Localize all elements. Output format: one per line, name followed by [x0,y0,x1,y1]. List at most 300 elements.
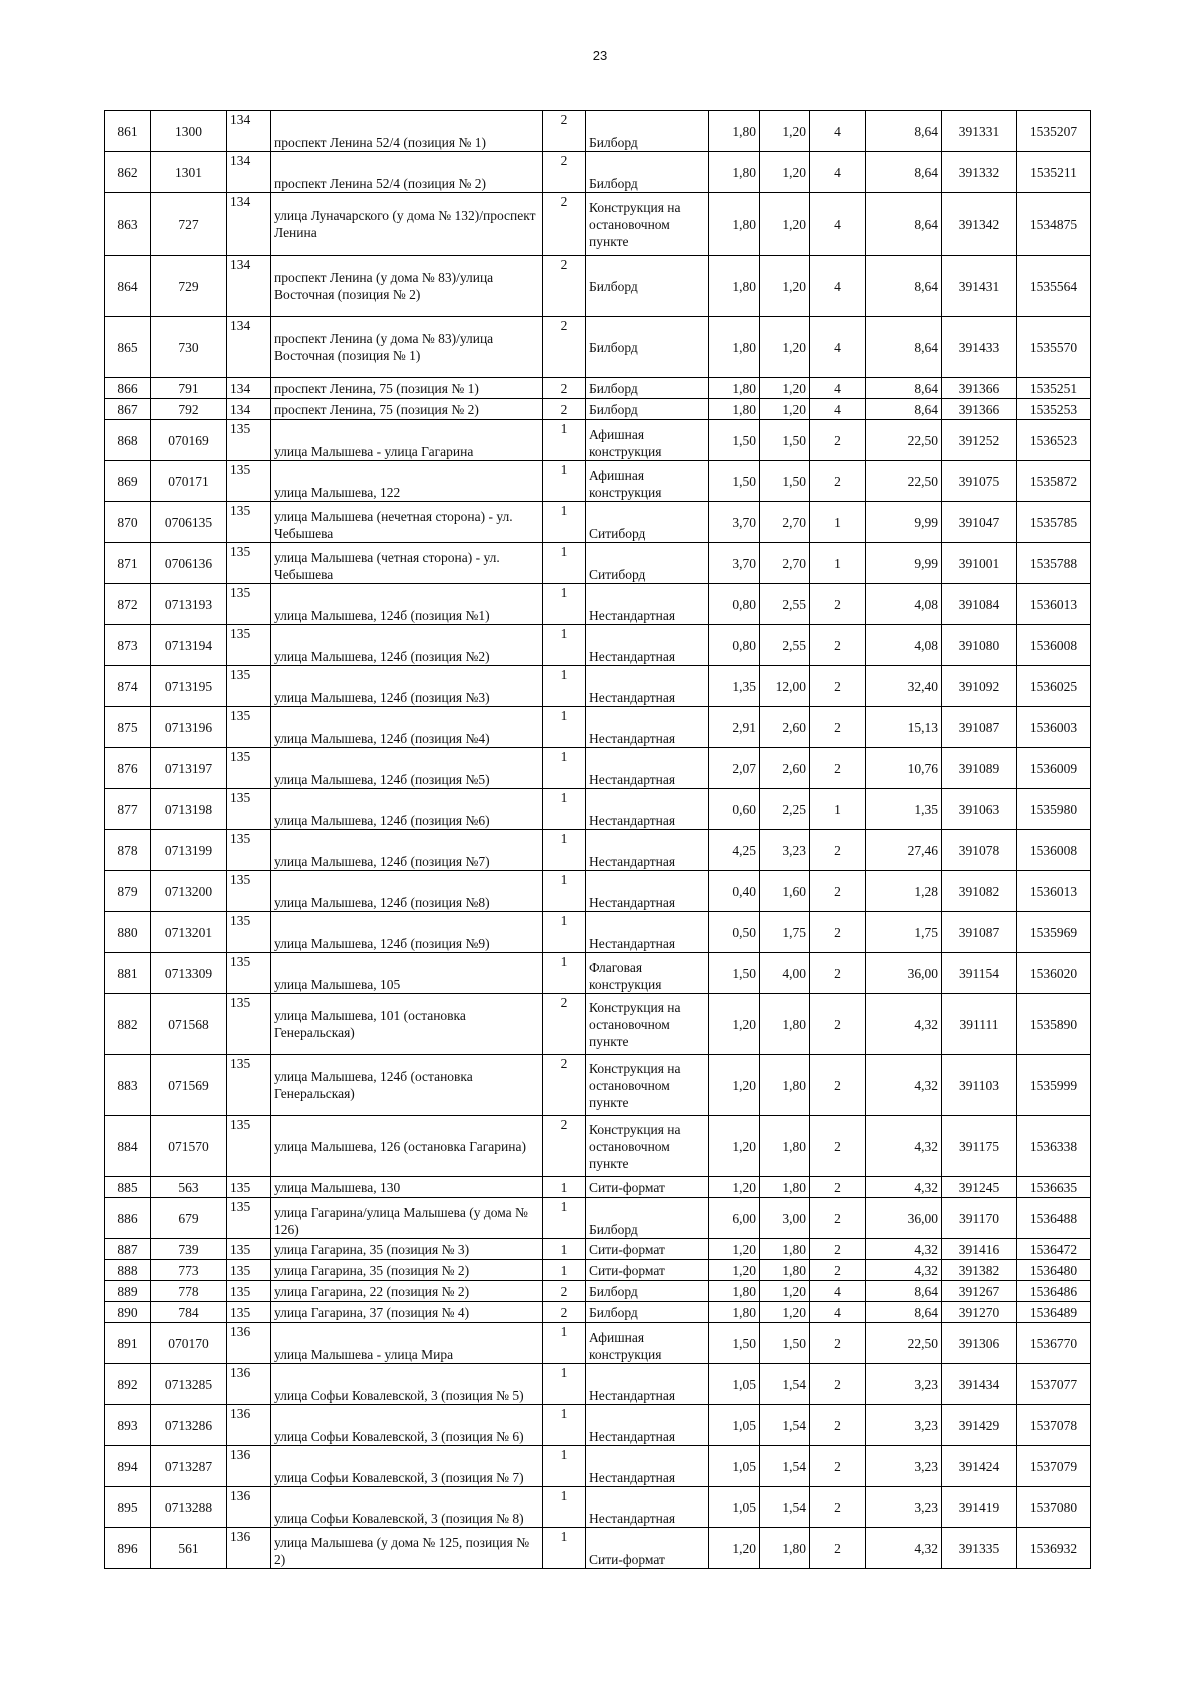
cell-code: 679 [151,1198,227,1239]
cell-width: 0,60 [709,789,760,830]
cell-width: 1,50 [709,953,760,994]
cell-width: 0,50 [709,912,760,953]
cell-sides: 2 [543,994,586,1055]
cell-x: 391089 [942,748,1017,789]
cell-address: улица Софьи Ковалевской, 3 (позиция № 7) [271,1446,543,1487]
cell-number: 873 [105,625,151,666]
cell-area: 3,23 [866,1364,942,1405]
cell-type: Нестандартная [586,871,709,912]
cell-width: 2,91 [709,707,760,748]
cell-sides: 1 [543,1260,586,1281]
cell-district: 135 [227,789,271,830]
cell-height: 2,25 [760,789,810,830]
cell-sides: 2 [543,378,586,399]
cell-height: 1,75 [760,912,810,953]
cell-number: 882 [105,994,151,1055]
cell-height: 1,20 [760,1302,810,1323]
cell-faces: 2 [810,1116,866,1177]
cell-district: 135 [227,1177,271,1198]
cell-faces: 1 [810,502,866,543]
cell-x: 391075 [942,461,1017,502]
cell-number: 887 [105,1239,151,1260]
cell-number: 883 [105,1055,151,1116]
table-row [105,461,1091,502]
cell-number: 868 [105,420,151,461]
cell-width: 3,70 [709,502,760,543]
cell-width: 1,20 [709,1239,760,1260]
cell-faces: 4 [810,111,866,152]
cell-height: 3,23 [760,830,810,871]
cell-sides: 2 [543,1302,586,1323]
cell-area: 3,23 [866,1446,942,1487]
cell-address: улица Малышева - улица Мира [271,1323,543,1364]
cell-code: 0706135 [151,502,227,543]
cell-type: Билборд [586,399,709,420]
cell-faces: 2 [810,707,866,748]
table-row [105,912,1091,953]
cell-address: улица Гагарина, 37 (позиция № 4) [271,1302,543,1323]
table-row [105,789,1091,830]
cell-sides: 2 [543,1281,586,1302]
cell-y: 1536020 [1017,953,1091,994]
cell-type: Афишная конструкция [586,1323,709,1364]
cell-faces: 2 [810,1239,866,1260]
cell-height: 3,00 [760,1198,810,1239]
cell-area: 8,64 [866,193,942,256]
table-row [105,1239,1091,1260]
cell-y: 1535980 [1017,789,1091,830]
cell-code: 730 [151,317,227,378]
cell-x: 391419 [942,1487,1017,1528]
cell-y: 1535890 [1017,994,1091,1055]
cell-area: 8,64 [866,399,942,420]
cell-type: Билборд [586,378,709,399]
cell-code: 778 [151,1281,227,1302]
cell-address: улица Гагарина/улица Малышева (у дома № 126) [271,1198,543,1239]
cell-code: 070170 [151,1323,227,1364]
cell-y: 1536489 [1017,1302,1091,1323]
cell-y: 1536523 [1017,420,1091,461]
cell-address: проспект Ленина, 75 (позиция № 1) [271,378,543,399]
cell-address: улица Малышева, 124б (позиция №5) [271,748,543,789]
cell-area: 8,64 [866,317,942,378]
cell-sides: 1 [543,1323,586,1364]
cell-faces: 2 [810,420,866,461]
cell-y: 1534875 [1017,193,1091,256]
cell-y: 1536338 [1017,1116,1091,1177]
cell-faces: 2 [810,1364,866,1405]
cell-number: 880 [105,912,151,953]
cell-district: 134 [227,399,271,420]
cell-number: 891 [105,1323,151,1364]
cell-width: 6,00 [709,1198,760,1239]
cell-type: Конструкция на остановочном пункте [586,193,709,256]
cell-x: 391245 [942,1177,1017,1198]
cell-code: 0713287 [151,1446,227,1487]
cell-y: 1536932 [1017,1528,1091,1569]
cell-faces: 2 [810,1528,866,1569]
cell-type: Сити-формат [586,1260,709,1281]
cell-area: 36,00 [866,953,942,994]
cell-district: 136 [227,1323,271,1364]
table-row [105,1198,1091,1239]
cell-address: улица Малышева (у дома № 125, позиция № 2) [271,1528,543,1569]
cell-district: 134 [227,152,271,193]
cell-x: 391331 [942,111,1017,152]
cell-height: 1,80 [760,1260,810,1281]
table-row [105,193,1091,256]
cell-type: Нестандартная [586,707,709,748]
cell-y: 1536486 [1017,1281,1091,1302]
cell-faces: 2 [810,1446,866,1487]
cell-y: 1536003 [1017,707,1091,748]
cell-width: 1,80 [709,378,760,399]
cell-height: 1,20 [760,256,810,317]
cell-width: 1,50 [709,1323,760,1364]
cell-sides: 2 [543,256,586,317]
cell-sides: 1 [543,543,586,584]
cell-number: 896 [105,1528,151,1569]
cell-area: 1,35 [866,789,942,830]
cell-number: 892 [105,1364,151,1405]
cell-area: 15,13 [866,707,942,748]
cell-height: 1,80 [760,1239,810,1260]
cell-code: 070169 [151,420,227,461]
cell-x: 391111 [942,994,1017,1055]
cell-code: 773 [151,1260,227,1281]
cell-x: 391382 [942,1260,1017,1281]
cell-width: 1,20 [709,1528,760,1569]
table-row [105,1177,1091,1198]
cell-type: Ситиборд [586,543,709,584]
cell-district: 136 [227,1364,271,1405]
cell-number: 877 [105,789,151,830]
cell-height: 1,20 [760,317,810,378]
cell-district: 135 [227,994,271,1055]
cell-faces: 2 [810,1055,866,1116]
cell-number: 878 [105,830,151,871]
table-row [105,378,1091,399]
cell-y: 1535788 [1017,543,1091,584]
cell-sides: 1 [543,912,586,953]
cell-sides: 1 [543,1198,586,1239]
cell-district: 135 [227,912,271,953]
cell-y: 1535872 [1017,461,1091,502]
cell-code: 0713195 [151,666,227,707]
cell-height: 1,20 [760,378,810,399]
cell-width: 1,80 [709,399,760,420]
cell-address: улица Малышева, 124б (позиция №1) [271,584,543,625]
cell-number: 879 [105,871,151,912]
page-number: 23 [592,48,608,63]
cell-address: проспект Ленина, 75 (позиция № 2) [271,399,543,420]
cell-type: Билборд [586,317,709,378]
cell-faces: 1 [810,789,866,830]
cell-height: 1,80 [760,994,810,1055]
cell-type: Ситиборд [586,502,709,543]
cell-number: 884 [105,1116,151,1177]
cell-area: 4,32 [866,1055,942,1116]
cell-code: 0713200 [151,871,227,912]
cell-number: 895 [105,1487,151,1528]
table-row [105,1281,1091,1302]
cell-address: улица Малышева, 124б (позиция №3) [271,666,543,707]
cell-x: 391431 [942,256,1017,317]
cell-faces: 2 [810,461,866,502]
cell-address: улица Малышева, 124б (позиция №4) [271,707,543,748]
cell-height: 12,00 [760,666,810,707]
cell-width: 1,35 [709,666,760,707]
cell-code: 0713309 [151,953,227,994]
cell-address: улица Софьи Ковалевской, 3 (позиция № 6) [271,1405,543,1446]
cell-y: 1535211 [1017,152,1091,193]
cell-area: 8,64 [866,1281,942,1302]
cell-type: Билборд [586,1281,709,1302]
cell-code: 561 [151,1528,227,1569]
cell-code: 0713194 [151,625,227,666]
table-row [105,1323,1091,1364]
cell-address: улица Малышева, 130 [271,1177,543,1198]
cell-area: 4,32 [866,994,942,1055]
table-row [105,584,1091,625]
cell-x: 391087 [942,912,1017,953]
table-row [105,830,1091,871]
cell-address: улица Малышева, 124б (позиция №8) [271,871,543,912]
cell-area: 4,08 [866,625,942,666]
table-row [105,1116,1091,1177]
cell-area: 32,40 [866,666,942,707]
cell-faces: 2 [810,666,866,707]
table-row [105,1055,1091,1116]
cell-number: 867 [105,399,151,420]
cell-code: 1300 [151,111,227,152]
cell-width: 1,80 [709,152,760,193]
cell-type: Билборд [586,1302,709,1323]
cell-width: 1,80 [709,1302,760,1323]
cell-district: 134 [227,111,271,152]
cell-type: Билборд [586,1198,709,1239]
cell-type: Конструкция на остановочном пункте [586,994,709,1055]
cell-area: 10,76 [866,748,942,789]
cell-address: улица Малышева, 124б (позиция №7) [271,830,543,871]
cell-x: 391429 [942,1405,1017,1446]
cell-area: 4,32 [866,1116,942,1177]
table-row [105,256,1091,317]
cell-area: 22,50 [866,461,942,502]
cell-sides: 1 [543,1364,586,1405]
cell-height: 1,80 [760,1055,810,1116]
cell-type: Нестандартная [586,1405,709,1446]
cell-faces: 4 [810,193,866,256]
cell-type: Нестандартная [586,1364,709,1405]
cell-area: 4,32 [866,1239,942,1260]
cell-code: 071570 [151,1116,227,1177]
cell-width: 1,80 [709,317,760,378]
cell-number: 871 [105,543,151,584]
cell-code: 071569 [151,1055,227,1116]
cell-faces: 4 [810,256,866,317]
table-row [105,666,1091,707]
cell-faces: 2 [810,871,866,912]
cell-x: 391267 [942,1281,1017,1302]
cell-sides: 1 [543,1177,586,1198]
cell-type: Билборд [586,111,709,152]
cell-address: улица Малышева, 122 [271,461,543,502]
cell-sides: 2 [543,317,586,378]
cell-width: 1,20 [709,1260,760,1281]
cell-district: 135 [227,1116,271,1177]
cell-area: 8,64 [866,152,942,193]
cell-height: 1,50 [760,1323,810,1364]
cell-faces: 2 [810,1260,866,1281]
cell-height: 1,50 [760,420,810,461]
cell-district: 135 [227,1055,271,1116]
cell-district: 135 [227,1302,271,1323]
cell-address: улица Малышева, 101 (остановка Генеральская) [271,994,543,1055]
cell-sides: 2 [543,1055,586,1116]
cell-height: 1,20 [760,399,810,420]
cell-area: 36,00 [866,1198,942,1239]
cell-district: 134 [227,317,271,378]
cell-width: 1,05 [709,1364,760,1405]
table-row [105,1405,1091,1446]
cell-x: 391092 [942,666,1017,707]
cell-district: 135 [227,830,271,871]
cell-height: 2,70 [760,502,810,543]
cell-faces: 2 [810,912,866,953]
cell-faces: 4 [810,399,866,420]
table-row [105,953,1091,994]
cell-faces: 4 [810,152,866,193]
table-row [105,152,1091,193]
cell-sides: 1 [543,461,586,502]
cell-y: 1535999 [1017,1055,1091,1116]
cell-sides: 1 [543,871,586,912]
cell-number: 876 [105,748,151,789]
cell-district: 135 [227,666,271,707]
cell-x: 391154 [942,953,1017,994]
cell-width: 1,80 [709,256,760,317]
cell-district: 134 [227,193,271,256]
cell-area: 9,99 [866,543,942,584]
cell-district: 135 [227,1260,271,1281]
cell-type: Нестандартная [586,1446,709,1487]
cell-sides: 1 [543,1487,586,1528]
cell-faces: 2 [810,953,866,994]
cell-type: Конструкция на остановочном пункте [586,1055,709,1116]
cell-address: проспект Ленина 52/4 (позиция № 2) [271,152,543,193]
cell-y: 1536025 [1017,666,1091,707]
cell-address: улица Малышева, 124б (остановка Генеральская) [271,1055,543,1116]
cell-address: проспект Ленина 52/4 (позиция № 1) [271,111,543,152]
cell-district: 134 [227,378,271,399]
cell-y: 1536488 [1017,1198,1091,1239]
cell-number: 870 [105,502,151,543]
cell-area: 8,64 [866,256,942,317]
cell-x: 391332 [942,152,1017,193]
cell-x: 391416 [942,1239,1017,1260]
cell-height: 1,80 [760,1116,810,1177]
cell-faces: 2 [810,1405,866,1446]
cell-height: 4,00 [760,953,810,994]
cell-x: 391306 [942,1323,1017,1364]
cell-x: 391087 [942,707,1017,748]
cell-code: 1301 [151,152,227,193]
cell-number: 889 [105,1281,151,1302]
cell-width: 2,07 [709,748,760,789]
cell-code: 0713199 [151,830,227,871]
cell-height: 1,20 [760,152,810,193]
cell-number: 894 [105,1446,151,1487]
cell-code: 0713285 [151,1364,227,1405]
cell-faces: 4 [810,1281,866,1302]
cell-sides: 1 [543,1405,586,1446]
cell-number: 893 [105,1405,151,1446]
cell-sides: 1 [543,584,586,625]
cell-district: 135 [227,502,271,543]
table-row [105,994,1091,1055]
cell-area: 22,50 [866,420,942,461]
table-row [105,1528,1091,1569]
cell-x: 391366 [942,399,1017,420]
cell-faces: 2 [810,1487,866,1528]
cell-code: 727 [151,193,227,256]
cell-address: улица Гагарина, 22 (позиция № 2) [271,1281,543,1302]
cell-y: 1537078 [1017,1405,1091,1446]
table-row [105,625,1091,666]
cell-width: 1,80 [709,1281,760,1302]
cell-y: 1536008 [1017,830,1091,871]
cell-sides: 2 [543,152,586,193]
cell-code: 0713193 [151,584,227,625]
cell-height: 1,50 [760,461,810,502]
cell-width: 1,20 [709,1055,760,1116]
cell-district: 135 [227,1281,271,1302]
cell-sides: 2 [543,1116,586,1177]
cell-district: 135 [227,1198,271,1239]
cell-width: 1,05 [709,1487,760,1528]
table-row [105,1364,1091,1405]
cell-number: 861 [105,111,151,152]
cell-y: 1536472 [1017,1239,1091,1260]
cell-type: Нестандартная [586,625,709,666]
cell-district: 135 [227,584,271,625]
cell-height: 2,70 [760,543,810,584]
cell-y: 1537079 [1017,1446,1091,1487]
cell-faces: 2 [810,1323,866,1364]
cell-area: 22,50 [866,1323,942,1364]
cell-district: 135 [227,871,271,912]
cell-width: 0,80 [709,584,760,625]
cell-sides: 2 [543,399,586,420]
cell-x: 391084 [942,584,1017,625]
cell-type: Сити-формат [586,1177,709,1198]
cell-code: 791 [151,378,227,399]
cell-x: 391252 [942,420,1017,461]
cell-y: 1536008 [1017,625,1091,666]
cell-type: Нестандартная [586,912,709,953]
table-row [105,707,1091,748]
cell-address: улица Малышева (четная сторона) - ул. Чебышева [271,543,543,584]
cell-y: 1535969 [1017,912,1091,953]
cell-type: Афишная конструкция [586,420,709,461]
cell-x: 391424 [942,1446,1017,1487]
cell-area: 9,99 [866,502,942,543]
cell-code: 784 [151,1302,227,1323]
cell-height: 1,54 [760,1487,810,1528]
cell-number: 872 [105,584,151,625]
cell-faces: 2 [810,994,866,1055]
